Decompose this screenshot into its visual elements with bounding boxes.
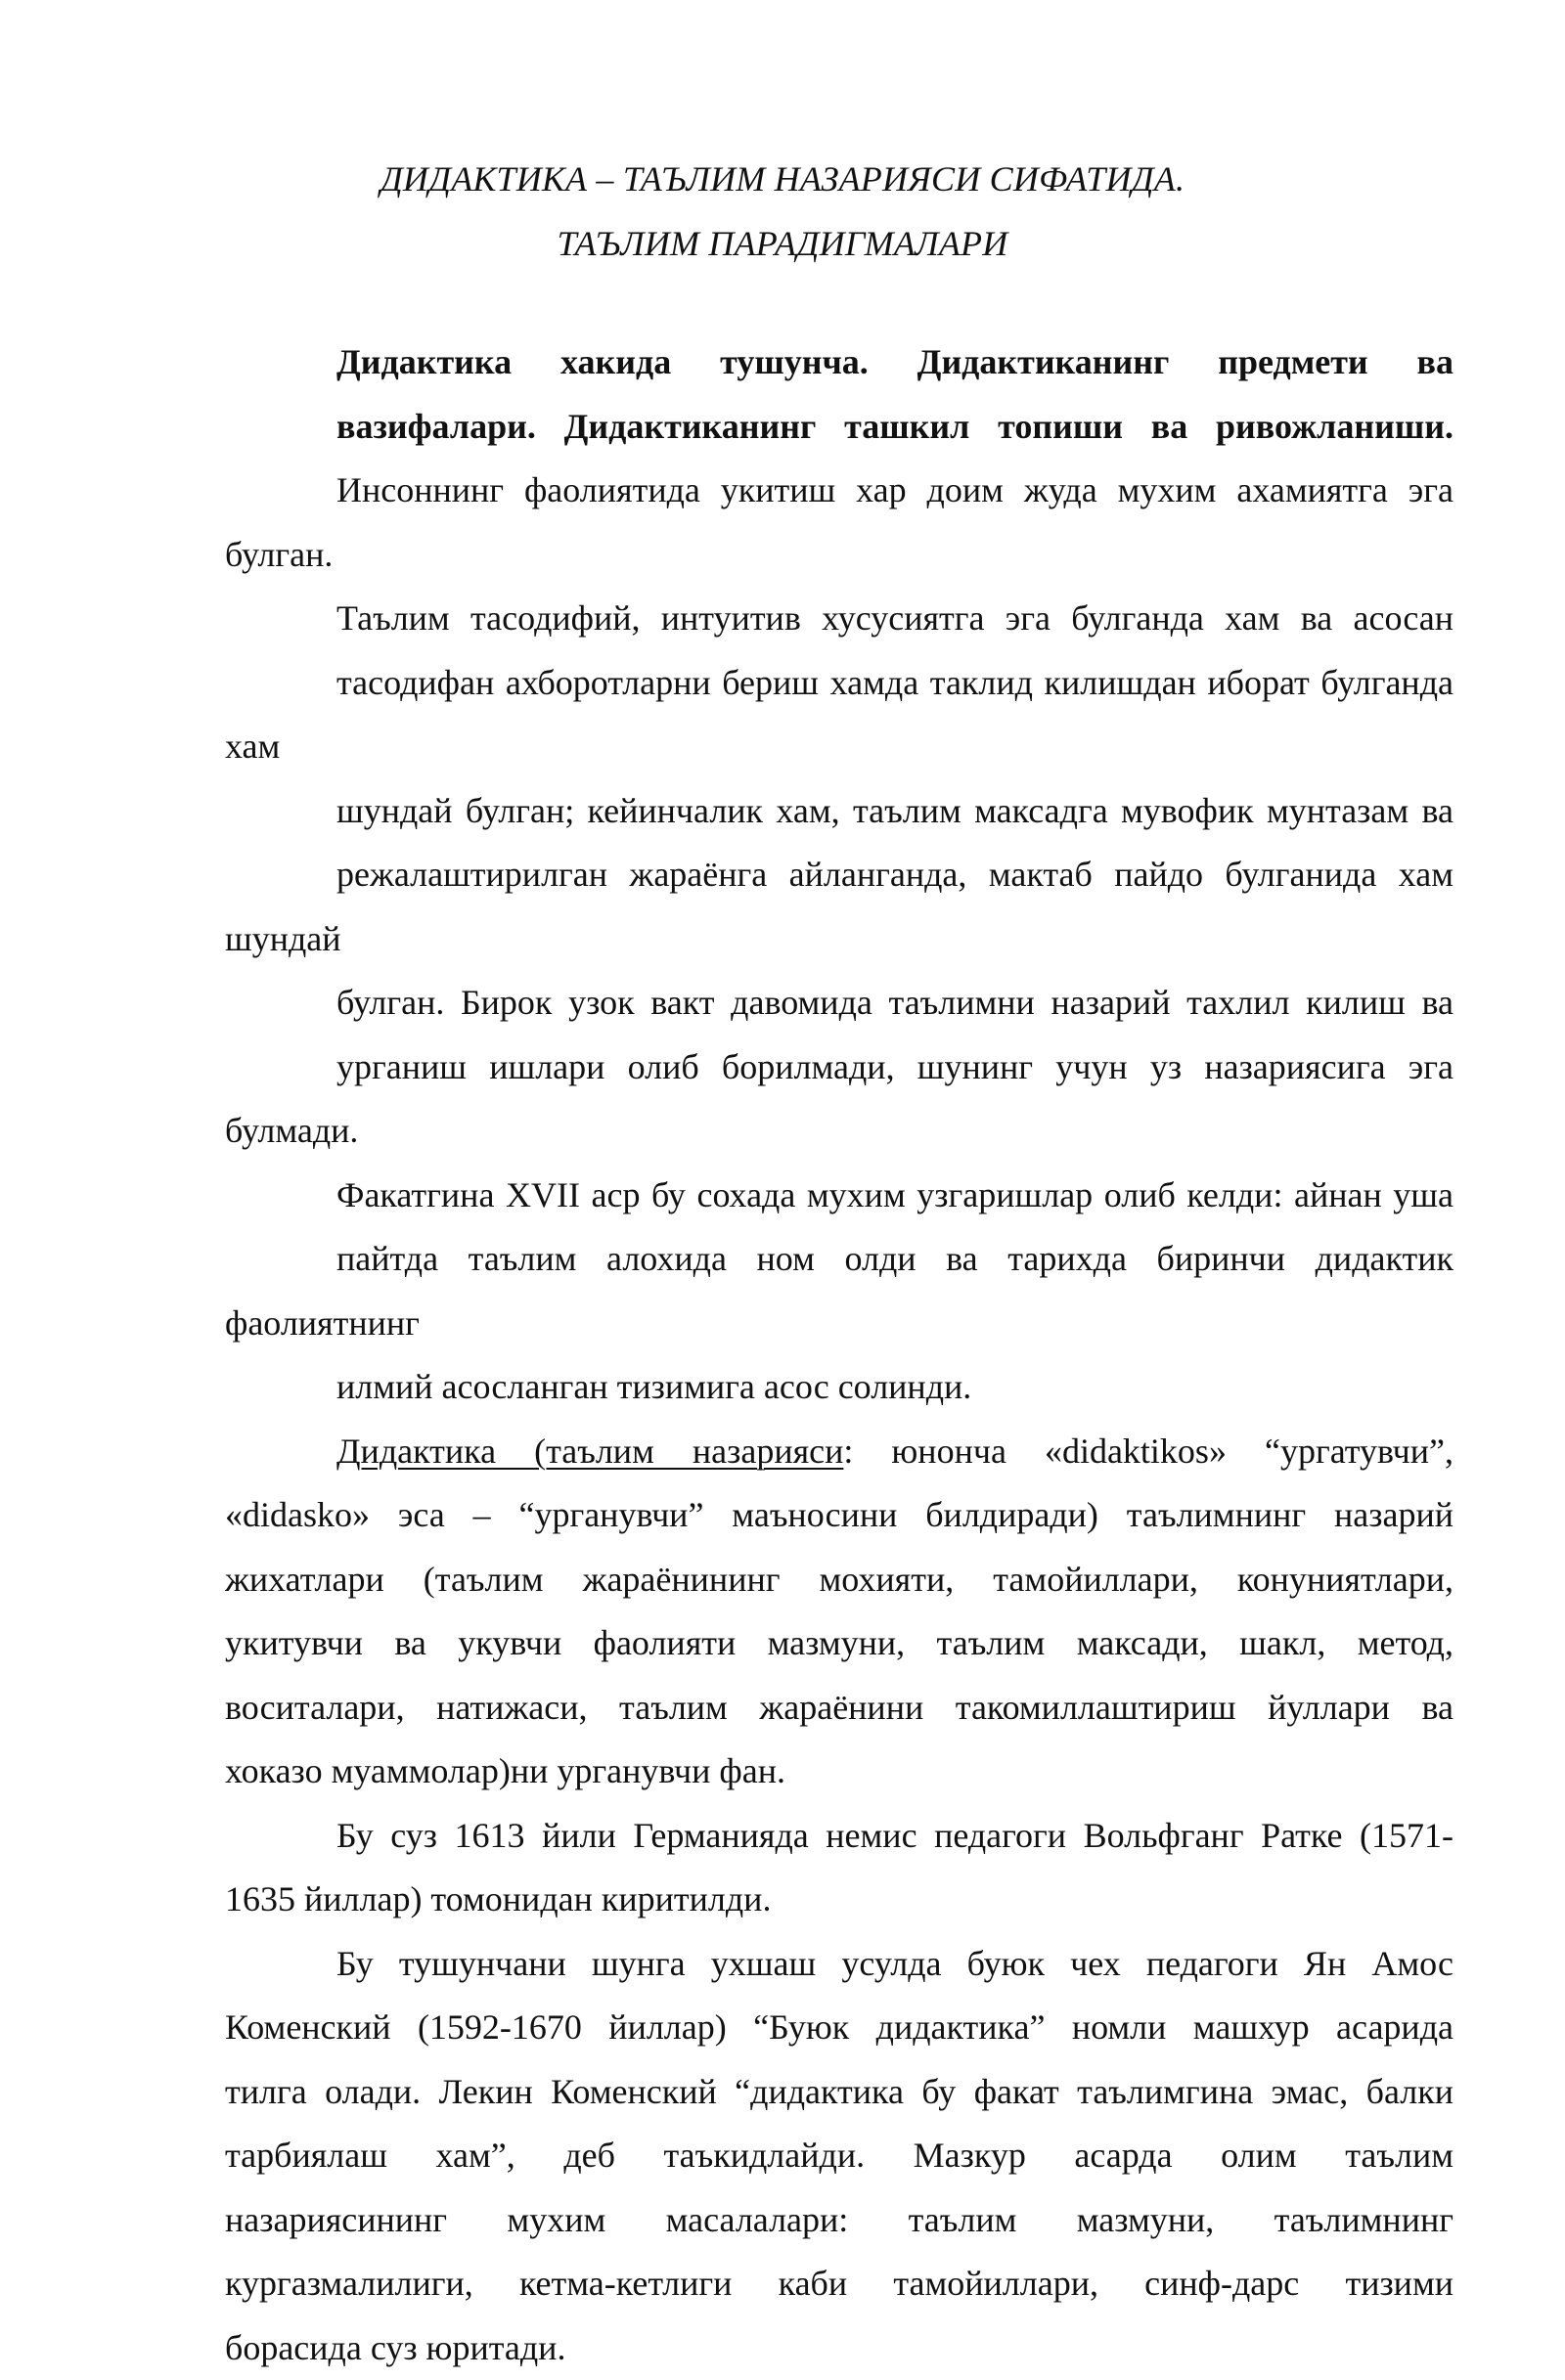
paragraph-line: борасида суз юритади. [225, 2316, 1453, 2380]
document-body [225, 331, 1453, 2380]
paragraph-line: тасодифан ахборотларни бериш хамда таклид килишдан иборат булганда хам [225, 651, 1453, 779]
paragraph-line: урганиш ишлари олиб борилмади, шунинг учун уз назариясига эга булмади. [225, 1036, 1453, 1164]
paragraph-line: «didasko» эса – “урганувчи” маъносини билдиради) таълимнинг назарий [225, 1483, 1453, 1548]
paragraph-line: тилга олади. Лекин Коменский “дидактика бу факат таълимгина эмас, балки [225, 2060, 1453, 2125]
paragraph-line: Бу суз 1613 йили Германияда немис педагоги Вольфганг Ратке (1571- [225, 1804, 1453, 1869]
paragraph-1 [225, 331, 1453, 1420]
paragraph-line: тарбиялаш хам”, деб таъкидлайди. Мазкур асарда олим таълим [225, 2124, 1453, 2188]
paragraph-line: булган. Бирок узок вакт давомида таълимни назарий тахлил килиш ва [225, 971, 1453, 1036]
title-line-2: ТАЪЛИМ ПАРАДИГМАЛАРИ [0, 211, 1565, 276]
paragraph-line: кургазмалилиги, кетма-кетлиги каби тамойиллари, синф-дарс тизими [225, 2252, 1453, 2316]
paragraph-2 [225, 1420, 1453, 1804]
paragraph-line: пайтда таълим алохида ном олди ва тарихда биринчи дидактик фаолиятнинг [225, 1227, 1453, 1355]
title-line-1: ДИДАКТИКА – ТАЪЛИМ НАЗАРИЯСИ СИФАТИДА. [0, 147, 1565, 211]
paragraph-line: хоказо муаммолар)ни урганувчи фан. [225, 1740, 1453, 1804]
paragraph-3 [225, 1804, 1453, 1932]
section-heading-line-2: вазифалари. Дидактиканинг ташкил топиши ва ривожланиши. [225, 395, 1453, 460]
paragraph-line: назариясининг мухим масалалари: таълим мазмуни, таълимнинг [225, 2188, 1453, 2253]
paragraph-4 [225, 1932, 1453, 2380]
paragraph-line: Коменский (1592-1670 йиллар) “Буюк дидактика” номли машхур асарида [225, 1996, 1453, 2060]
paragraph-line: 1635 йиллар) томонидан киритилди. [225, 1868, 1453, 1932]
paragraph-line: Таълим тасодифий, интуитив хусусиятга эга булганда хам ва асосан [225, 587, 1453, 651]
paragraph-line: воситалари, натижаси, таълим жараёнини такомиллаштириш йуллари ва [225, 1676, 1453, 1741]
document-title [0, 147, 1565, 276]
paragraph-line: укитувчи ва укувчи фаолияти мазмуни, таълим максади, шакл, метод, [225, 1611, 1453, 1676]
definition-term: Дидактика (таълим назарияси [336, 1432, 843, 1471]
paragraph-line: режалаштирилган жараёнга айланганда, мактаб пайдо булганида хам шундай [225, 843, 1453, 971]
paragraph-line: жихатлари (таълим жараёнининг мохияти, тамойиллари, конуниятлари, [225, 1548, 1453, 1612]
paragraph-line: Инсоннинг фаолиятида укитиш хар доим жуда мухим ахамиятга эга булган. [225, 459, 1453, 587]
definition-line [225, 1420, 1453, 1484]
paragraph-line: шундай булган; кейинчалик хам, таълим максадга мувофик мунтазам ва [225, 779, 1453, 844]
paragraph-line: Факатгина XVII аср бу сохада мухим узгаришлар олиб келди: айнан уша [225, 1164, 1453, 1228]
paragraph-line: илмий асосланган тизимига асос солинди. [225, 1355, 1453, 1420]
definition-text: : юнонча «didaktikos» “ургатувчи”, [843, 1432, 1453, 1471]
paragraph-line: Бу тушунчани шунга ухшаш усулда буюк чех педагоги Ян Амос [225, 1932, 1453, 1997]
section-heading-line-1: Дидактика хакида тушунча. Дидактиканинг предмети ва [225, 331, 1453, 395]
